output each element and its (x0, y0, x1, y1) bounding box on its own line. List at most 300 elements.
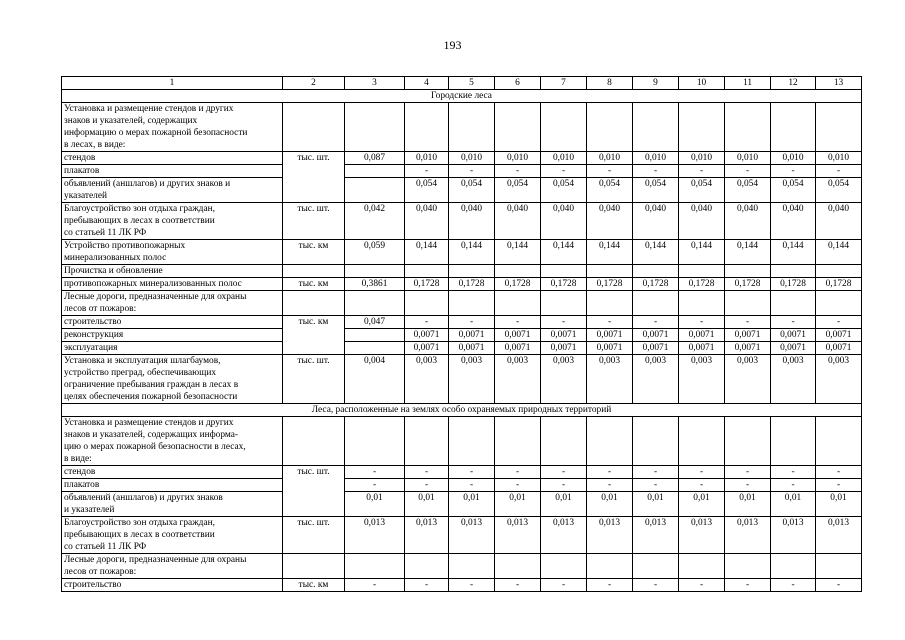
value-cell: 0,087 (345, 152, 405, 165)
value-cell: 0,01 (345, 492, 405, 517)
value-cell: 0,144 (587, 240, 633, 265)
value-cell (449, 554, 495, 579)
row-label-line: в виде: (64, 454, 92, 464)
value-cell (495, 554, 541, 579)
value-cell: - (449, 479, 495, 492)
value-cell: 0,0071 (495, 329, 541, 342)
value-cell: 0,003 (587, 355, 633, 404)
value-cell: - (633, 479, 679, 492)
value-cell: 0,013 (816, 517, 862, 554)
value-cell (495, 265, 541, 278)
value-cell (633, 291, 679, 316)
row-label-line: знаков и указателей, содержащих информа- (64, 430, 239, 440)
value-cell (541, 417, 587, 466)
value-cell (449, 265, 495, 278)
value-cell: - (541, 579, 587, 592)
unit-text: тыс. шт. (297, 518, 330, 528)
value-cell: - (816, 165, 862, 178)
row-label-line: Установка и эксплуатация шлагбаумов, (64, 356, 221, 366)
row-label-line: целях обеспечения пожарной безопасности (64, 392, 238, 402)
value-cell: 0,013 (449, 517, 495, 554)
value-cell: - (679, 579, 725, 592)
row-label-line: Лесные дороги, предназначенные для охраны (64, 292, 247, 302)
value-cell (725, 103, 771, 152)
row-label-line: стендов (64, 153, 96, 163)
unit-cell (283, 152, 345, 203)
value-cell: 0,0071 (725, 329, 771, 342)
value-cell: - (495, 165, 541, 178)
value-cell: 0,003 (679, 355, 725, 404)
table-row (62, 178, 862, 203)
unit-cell (283, 316, 345, 355)
value-cell: - (679, 316, 725, 329)
value-cell: 0,040 (541, 203, 587, 240)
row-label-line: Прочистка и обновление (64, 266, 163, 276)
value-cell (495, 291, 541, 316)
value-cell: 0,144 (816, 240, 862, 265)
value-cell: 0,013 (587, 517, 633, 554)
value-cell: 0,144 (679, 240, 725, 265)
value-cell: 0,0071 (725, 342, 771, 355)
value-cell: - (541, 165, 587, 178)
unit-text: тыс. км (298, 317, 329, 327)
row-label-line: цию о мерах пожарной безопасности в лесах, (64, 442, 246, 452)
table-row (62, 152, 862, 165)
value-cell (771, 291, 816, 316)
value-cell: 0,1728 (771, 278, 816, 291)
column-number-cell: 7 (541, 77, 587, 90)
table-row (62, 479, 862, 492)
value-cell: - (345, 579, 405, 592)
section-title: Городские леса (62, 90, 862, 103)
table-row (62, 417, 862, 466)
value-cell: 0,144 (449, 240, 495, 265)
row-label-line: и указателей (64, 505, 115, 515)
value-cell: - (771, 316, 816, 329)
value-cell: 0,047 (345, 316, 405, 329)
row-label-line: Установка и размещение стендов и других (64, 418, 234, 428)
value-cell: - (816, 579, 862, 592)
value-cell: 0,054 (816, 178, 862, 203)
row-label-line: плакатов (64, 480, 100, 490)
value-cell: 0,144 (771, 240, 816, 265)
value-cell: 0,0071 (816, 342, 862, 355)
row-label-line: минерализованных полос (64, 253, 167, 263)
value-cell (449, 417, 495, 466)
row-label-line: плакатов (64, 166, 100, 176)
table-row (62, 342, 862, 355)
value-cell (345, 265, 405, 278)
value-cell: 0,040 (679, 203, 725, 240)
row-label-cell (62, 342, 283, 355)
unit-cell (283, 355, 345, 404)
value-cell (405, 265, 449, 278)
value-cell: 0,1728 (405, 278, 449, 291)
value-cell (495, 103, 541, 152)
row-label-cell (62, 554, 283, 579)
row-label-line: информацию о мерах пожарной безопасности (64, 128, 248, 138)
value-cell: - (816, 479, 862, 492)
row-label-cell (62, 466, 283, 479)
row-label-line: лесов от пожаров: (64, 567, 137, 577)
value-cell: 0,042 (345, 203, 405, 240)
value-cell: 0,013 (633, 517, 679, 554)
value-cell (405, 103, 449, 152)
row-label-line: Устройство противопожарных (64, 241, 186, 251)
column-number-cell: 10 (679, 77, 725, 90)
value-cell (725, 554, 771, 579)
value-cell: 0,1728 (633, 278, 679, 291)
column-number-cell: 11 (725, 77, 771, 90)
row-label-cell (62, 165, 283, 178)
value-cell: 0,1728 (816, 278, 862, 291)
value-cell: 0,010 (816, 152, 862, 165)
value-cell (679, 265, 725, 278)
table-row (62, 554, 862, 579)
value-cell: 0,004 (345, 355, 405, 404)
value-cell: - (345, 466, 405, 479)
value-cell: - (633, 466, 679, 479)
table-row (62, 265, 862, 278)
row-label-cell (62, 492, 283, 517)
row-label-line: объявлений (аншлагов) и других знаков и (64, 179, 231, 189)
column-number-cell: 3 (345, 77, 405, 90)
value-cell: 0,013 (345, 517, 405, 554)
value-cell: 0,013 (771, 517, 816, 554)
value-cell: 0,010 (541, 152, 587, 165)
value-cell (587, 291, 633, 316)
value-cell: 0,013 (541, 517, 587, 554)
value-cell: 0,0071 (679, 329, 725, 342)
value-cell: - (587, 479, 633, 492)
value-cell: 0,003 (771, 355, 816, 404)
table-row (62, 316, 862, 329)
value-cell (771, 554, 816, 579)
row-label-line: со статьей 11 ЛК РФ (64, 542, 147, 552)
value-cell (345, 103, 405, 152)
value-cell: 0,040 (449, 203, 495, 240)
row-label-line: лесов от пожаров: (64, 304, 137, 314)
unit-text: тыс. км (298, 279, 329, 289)
column-number-cell: 2 (283, 77, 345, 90)
section-title-row (62, 404, 862, 417)
value-cell: - (679, 466, 725, 479)
value-cell: - (405, 316, 449, 329)
value-cell: 0,01 (587, 492, 633, 517)
value-cell (633, 265, 679, 278)
unit-cell (283, 466, 345, 517)
column-number-cell: 12 (771, 77, 816, 90)
table-row (62, 579, 862, 592)
value-cell: 0,0071 (587, 329, 633, 342)
unit-cell (283, 278, 345, 291)
value-cell: - (725, 466, 771, 479)
value-cell: - (449, 466, 495, 479)
value-cell (345, 417, 405, 466)
value-cell: 0,054 (495, 178, 541, 203)
row-label-cell (62, 291, 283, 316)
unit-text: тыс. шт. (297, 153, 330, 163)
value-cell: 0,054 (541, 178, 587, 203)
row-label-line: со статьей 11 ЛК РФ (64, 228, 147, 238)
value-cell: 0,0071 (633, 342, 679, 355)
value-cell: 0,003 (633, 355, 679, 404)
row-label-cell (62, 152, 283, 165)
value-cell: - (816, 316, 862, 329)
table-row (62, 517, 862, 554)
value-cell: 0,0071 (405, 342, 449, 355)
unit-text: тыс. шт. (297, 204, 330, 214)
value-cell (816, 265, 862, 278)
value-cell: 0,010 (679, 152, 725, 165)
value-cell: 0,003 (405, 355, 449, 404)
row-label-cell (62, 265, 283, 278)
value-cell: 0,054 (587, 178, 633, 203)
value-cell: 0,0071 (816, 329, 862, 342)
value-cell: 0,01 (771, 492, 816, 517)
value-cell: 0,0071 (449, 329, 495, 342)
unit-cell (283, 240, 345, 265)
row-label-line: противопожарных минерализованных полос (64, 279, 242, 289)
section-title-row (62, 90, 862, 103)
value-cell: 0,01 (679, 492, 725, 517)
unit-text: тыс. шт. (297, 467, 330, 477)
value-cell: - (587, 466, 633, 479)
value-cell: - (495, 316, 541, 329)
table-row (62, 355, 862, 404)
value-cell: 0,003 (495, 355, 541, 404)
value-cell: - (345, 479, 405, 492)
value-cell (816, 103, 862, 152)
value-cell: 0,010 (449, 152, 495, 165)
value-cell: 0,013 (679, 517, 725, 554)
value-cell (495, 417, 541, 466)
row-label-line: стендов (64, 467, 96, 477)
unit-cell (283, 203, 345, 240)
column-number-cell: 6 (495, 77, 541, 90)
value-cell: 0,013 (405, 517, 449, 554)
forest-fire-measures-table (61, 76, 862, 592)
value-cell: - (449, 165, 495, 178)
value-cell: 0,01 (449, 492, 495, 517)
value-cell (541, 103, 587, 152)
page-number: 193 (443, 38, 462, 52)
value-cell (816, 417, 862, 466)
value-cell (771, 103, 816, 152)
value-cell (587, 554, 633, 579)
table-row (62, 278, 862, 291)
value-cell: 0,01 (725, 492, 771, 517)
value-cell: 0,1728 (449, 278, 495, 291)
unit-text: тыс. шт. (297, 356, 330, 366)
value-cell: 0,0071 (679, 342, 725, 355)
row-label-line: эксплуатация (64, 343, 118, 353)
unit-cell (283, 554, 345, 579)
value-cell: 0,0071 (633, 329, 679, 342)
row-label-cell (62, 479, 283, 492)
value-cell: - (771, 579, 816, 592)
value-cell: 0,3861 (345, 278, 405, 291)
value-cell: - (771, 479, 816, 492)
row-label-line: устройство преград, обеспечивающих (64, 368, 217, 378)
table-row (62, 103, 862, 152)
value-cell: - (725, 479, 771, 492)
column-number-cell: 8 (587, 77, 633, 90)
value-cell (679, 417, 725, 466)
unit-text: тыс. км (298, 241, 329, 251)
value-cell: 0,010 (405, 152, 449, 165)
value-cell (345, 178, 405, 203)
table-row (62, 165, 862, 178)
value-cell: 0,01 (495, 492, 541, 517)
value-cell: - (816, 466, 862, 479)
value-cell: 0,1728 (541, 278, 587, 291)
value-cell: 0,1728 (495, 278, 541, 291)
value-cell: 0,144 (495, 240, 541, 265)
value-cell: 0,040 (633, 203, 679, 240)
value-cell: 0,144 (405, 240, 449, 265)
row-label-line: Установка и размещение стендов и других (64, 104, 234, 114)
column-number-cell: 1 (62, 77, 283, 90)
value-cell: 0,010 (633, 152, 679, 165)
row-label-cell (62, 178, 283, 203)
row-label-line: строительство (64, 317, 122, 327)
value-cell (679, 103, 725, 152)
value-cell (345, 554, 405, 579)
value-cell: 0,013 (725, 517, 771, 554)
value-cell: 0,040 (816, 203, 862, 240)
value-cell (771, 417, 816, 466)
value-cell: 0,0071 (771, 329, 816, 342)
value-cell: - (725, 579, 771, 592)
value-cell: - (725, 316, 771, 329)
value-cell: 0,054 (449, 178, 495, 203)
value-cell (345, 329, 405, 342)
value-cell (405, 417, 449, 466)
section-title: Леса, расположенные на землях особо охраняемых природных территорий (62, 404, 862, 417)
value-cell: 0,054 (725, 178, 771, 203)
column-number-row (62, 77, 862, 90)
value-cell (587, 417, 633, 466)
value-cell: - (725, 165, 771, 178)
value-cell: - (587, 165, 633, 178)
value-cell: 0,01 (541, 492, 587, 517)
value-cell (345, 342, 405, 355)
value-cell: 0,059 (345, 240, 405, 265)
column-number-cell: 5 (449, 77, 495, 90)
row-label-line: Благоустройство зон отдыха граждан, (64, 518, 215, 528)
value-cell: - (633, 165, 679, 178)
row-label-cell (62, 240, 283, 265)
value-cell (679, 554, 725, 579)
value-cell: - (449, 579, 495, 592)
value-cell: 0,144 (541, 240, 587, 265)
table-row (62, 329, 862, 342)
value-cell: 0,010 (771, 152, 816, 165)
value-cell (449, 103, 495, 152)
value-cell: 0,003 (816, 355, 862, 404)
row-label-line: в лесах, в виде: (64, 140, 126, 150)
value-cell: 0,010 (495, 152, 541, 165)
unit-cell (283, 103, 345, 152)
value-cell: - (449, 316, 495, 329)
value-cell: 0,003 (541, 355, 587, 404)
table-row (62, 203, 862, 240)
row-label-cell (62, 103, 283, 152)
value-cell: 0,054 (679, 178, 725, 203)
value-cell (725, 417, 771, 466)
value-cell: - (771, 466, 816, 479)
value-cell: - (771, 165, 816, 178)
value-cell (587, 265, 633, 278)
value-cell: - (405, 165, 449, 178)
value-cell (679, 291, 725, 316)
row-label-line: строительство (64, 580, 122, 590)
row-label-cell (62, 355, 283, 404)
row-label-cell (62, 203, 283, 240)
value-cell: - (587, 316, 633, 329)
value-cell: - (587, 579, 633, 592)
value-cell: - (495, 479, 541, 492)
row-label-line: пребывающих в лесах в соответствии (64, 216, 215, 226)
value-cell: - (405, 479, 449, 492)
value-cell (345, 165, 405, 178)
row-label-line: пребывающих в лесах в соответствии (64, 530, 215, 540)
value-cell (449, 291, 495, 316)
value-cell: 0,003 (449, 355, 495, 404)
value-cell: 0,1728 (725, 278, 771, 291)
value-cell (405, 291, 449, 316)
unit-cell (283, 417, 345, 466)
value-cell: 0,1728 (587, 278, 633, 291)
value-cell (633, 554, 679, 579)
value-cell: - (541, 316, 587, 329)
value-cell (541, 291, 587, 316)
value-cell: 0,0071 (541, 329, 587, 342)
table-row (62, 291, 862, 316)
value-cell: 0,054 (405, 178, 449, 203)
value-cell: 0,144 (725, 240, 771, 265)
value-cell: - (495, 466, 541, 479)
value-cell (771, 265, 816, 278)
value-cell: 0,0071 (587, 342, 633, 355)
value-cell: 0,01 (405, 492, 449, 517)
value-cell: - (679, 479, 725, 492)
row-label-cell (62, 579, 283, 592)
value-cell: - (541, 466, 587, 479)
row-label-line: указателей (64, 191, 107, 201)
value-cell (405, 554, 449, 579)
value-cell: 0,003 (725, 355, 771, 404)
row-label-cell (62, 417, 283, 466)
row-label-cell (62, 329, 283, 342)
row-label-cell (62, 517, 283, 554)
value-cell: 0,054 (771, 178, 816, 203)
unit-cell (283, 579, 345, 592)
unit-cell (283, 517, 345, 554)
value-cell (633, 103, 679, 152)
table-row (62, 466, 862, 479)
value-cell: 0,040 (587, 203, 633, 240)
value-cell: - (633, 316, 679, 329)
value-cell (725, 265, 771, 278)
column-number-cell: 4 (405, 77, 449, 90)
row-label-line: знаков и указателей, содержащих (64, 116, 198, 126)
row-label-line: объявлений (аншлагов) и других знаков (64, 493, 223, 503)
column-number-cell: 13 (816, 77, 862, 90)
unit-cell (283, 291, 345, 316)
table-row (62, 240, 862, 265)
